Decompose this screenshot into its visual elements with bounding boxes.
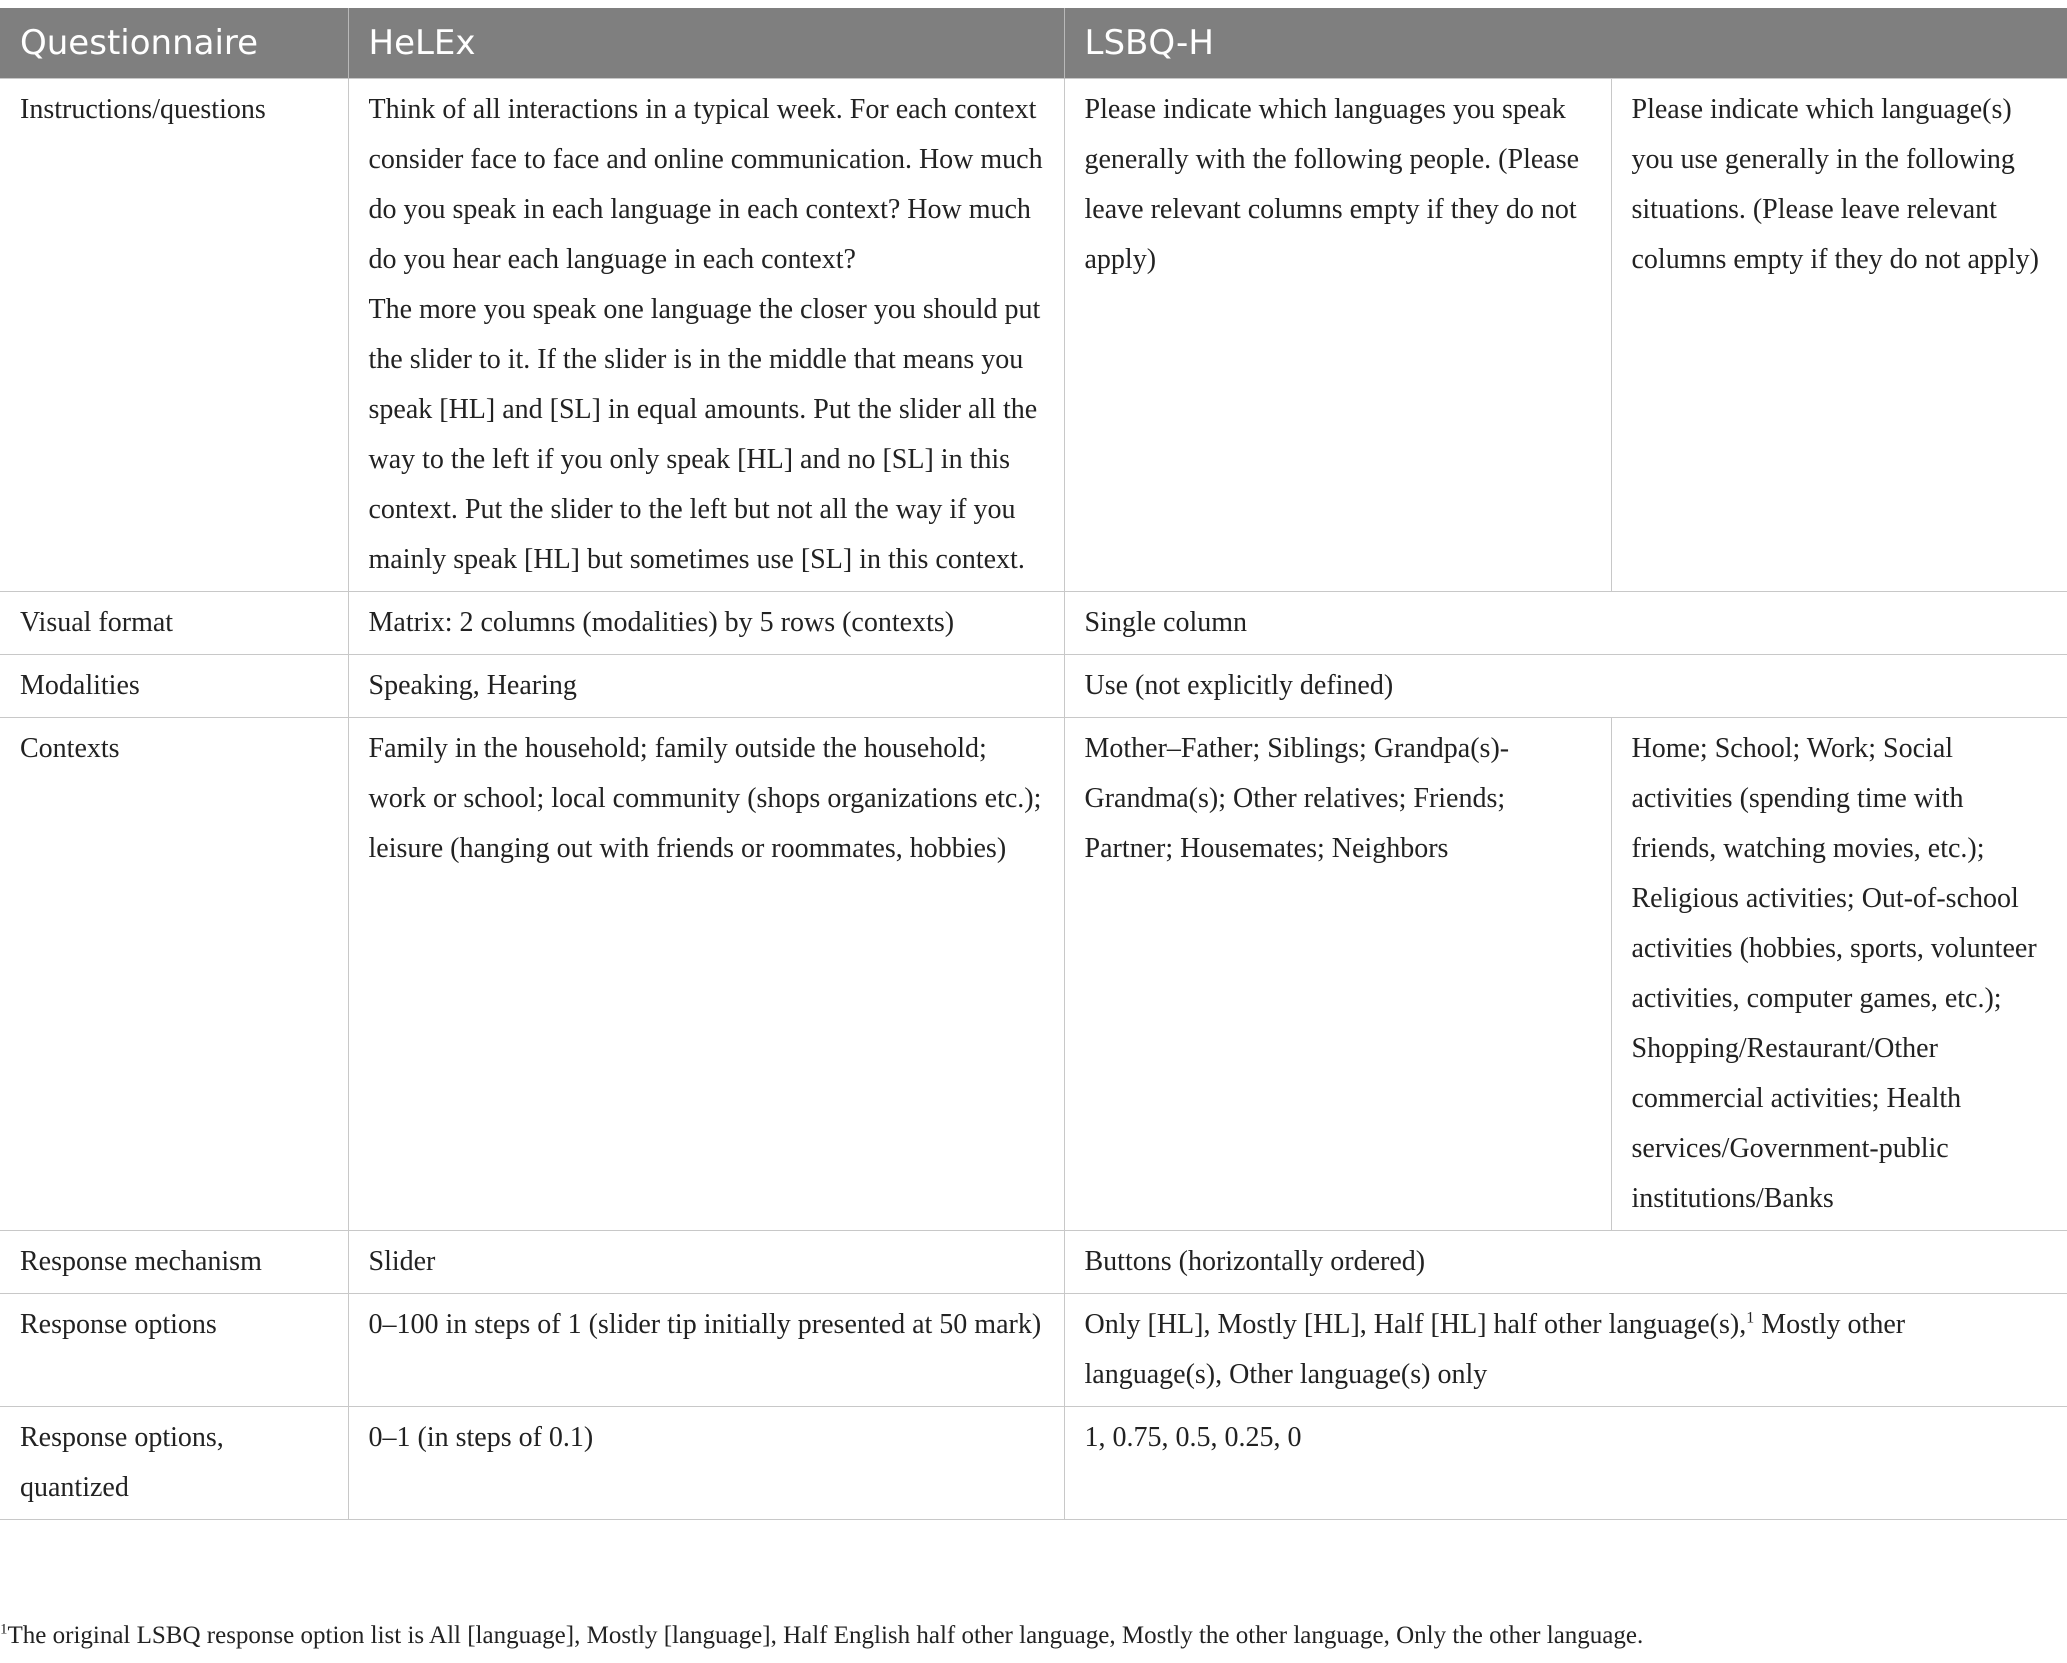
helex-modalities: Speaking, Hearing bbox=[348, 655, 1064, 718]
footnote-marker: 1 bbox=[0, 1621, 8, 1638]
lsbq-response-options-part-2: Mostly other language(s), Other language(s) only bbox=[1084, 1309, 1906, 1390]
table-row-visual-format bbox=[0, 592, 2067, 655]
table-row-response-quantized bbox=[0, 1407, 2067, 1520]
helex-contexts: Family in the household; family outside the household; work or school; local community (shops organizations etc.); leisure (hanging out with friends or roommates, hobbies) bbox=[348, 718, 1064, 1231]
helex-instructions-paragraph-2: The more you speak one language the closer you should put the slider to it. If the slider is in the middle that means you speak [HL] and [SL] in equal amounts. Put the slider all the way to the left if you only speak [HL] and no [SL] in this context. Put the slider to the left but not all the way if you mainly speak [HL] but sometimes use [SL] in this context. bbox=[368, 294, 1041, 575]
lsbq-contexts-situations: Home; School; Work; Social activities (spending time with friends, watching movies, etc.); Religious activities; Out-of-school activities (hobbies, sports, volunteer activities, computer games, etc.); Shopping/Restaurant/Other commercial activities; Health services/Government-public institutions/Banks bbox=[1611, 718, 2067, 1231]
table-row-response-mechanism bbox=[0, 1231, 2067, 1294]
lsbq-visual-format: Single column bbox=[1064, 592, 2067, 655]
helex-response-quantized: 0–1 (in steps of 0.1) bbox=[348, 1407, 1064, 1520]
table-row-instructions bbox=[0, 79, 2067, 592]
header-questionnaire: Questionnaire bbox=[0, 8, 348, 79]
helex-response-mechanism: Slider bbox=[348, 1231, 1064, 1294]
lsbq-response-mechanism: Buttons (horizontally ordered) bbox=[1064, 1231, 2067, 1294]
lsbq-response-options bbox=[1064, 1294, 2067, 1407]
table-footnote bbox=[0, 1620, 2067, 1652]
lsbq-instructions-situations: Please indicate which language(s) you use generally in the following situations. (Please leave relevant columns empty if they do not apply) bbox=[1611, 79, 2067, 592]
table-row-response-options bbox=[0, 1294, 2067, 1407]
questionnaire-comparison-table bbox=[0, 8, 2067, 1520]
row-label-visual-format: Visual format bbox=[0, 592, 348, 655]
helex-visual-format: Matrix: 2 columns (modalities) by 5 rows (contexts) bbox=[348, 592, 1064, 655]
row-label-response-mechanism: Response mechanism bbox=[0, 1231, 348, 1294]
comparison-table-wrapper bbox=[0, 8, 2067, 1520]
footnote-ref-marker: 1 bbox=[1746, 1309, 1755, 1327]
header-lsbq-h: LSBQ-H bbox=[1064, 8, 2067, 79]
table-row-contexts bbox=[0, 718, 2067, 1231]
helex-instructions-paragraph-1: Think of all interactions in a typical week. For each context consider face to face and online communication. How much do you speak in each language in each context? How much do you hear each language in each context? bbox=[368, 94, 1043, 275]
row-label-modalities: Modalities bbox=[0, 655, 348, 718]
lsbq-response-quantized: 1, 0.75, 0.5, 0.25, 0 bbox=[1064, 1407, 2067, 1520]
lsbq-modalities: Use (not explicitly defined) bbox=[1064, 655, 2067, 718]
helex-instructions-cell bbox=[348, 79, 1064, 592]
footnote-text: The original LSBQ response option list is All [language], Mostly [language], Half English half other language, Mostly the other language, Only the other language. bbox=[7, 1622, 1644, 1649]
row-label-response-quantized: Response options, quantized bbox=[0, 1407, 348, 1520]
lsbq-instructions-people: Please indicate which languages you speak generally with the following people. (Please leave relevant columns empty if they do not apply) bbox=[1064, 79, 1611, 592]
row-label-contexts: Contexts bbox=[0, 718, 348, 1231]
row-label-response-options: Response options bbox=[0, 1294, 348, 1407]
row-label-instructions: Instructions/questions bbox=[0, 79, 348, 592]
helex-response-options: 0–100 in steps of 1 (slider tip initially presented at 50 mark) bbox=[348, 1294, 1064, 1407]
lsbq-contexts-people: Mother–Father; Siblings; Grandpa(s)-Grandma(s); Other relatives; Friends; Partner; Housemates; Neighbors bbox=[1064, 718, 1611, 1231]
header-helex: HeLEx bbox=[348, 8, 1064, 79]
table-row-modalities bbox=[0, 655, 2067, 718]
header-row bbox=[0, 8, 2067, 79]
lsbq-response-options-part-1: Only [HL], Mostly [HL], Half [HL] half other language(s), bbox=[1084, 1309, 1747, 1340]
